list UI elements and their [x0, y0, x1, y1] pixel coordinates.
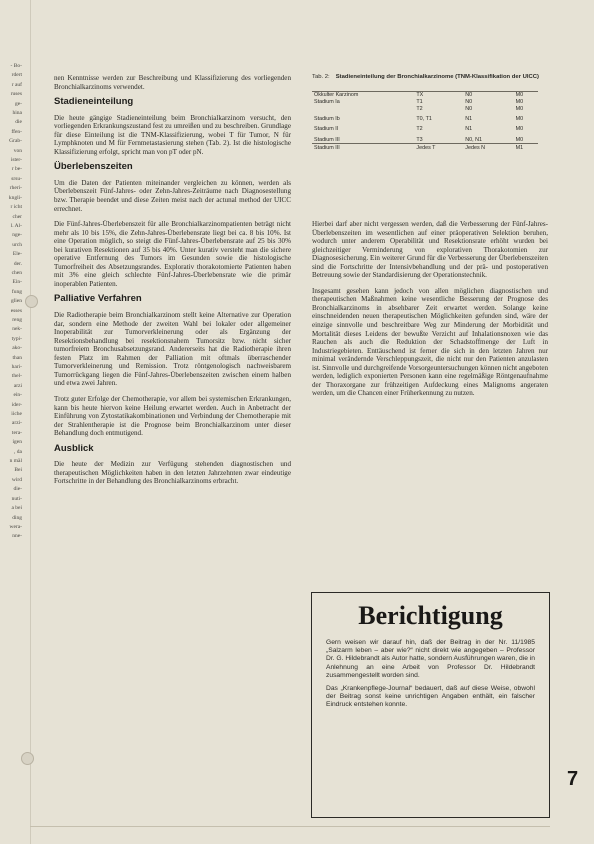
previous-page-fragment: thel- [11, 373, 22, 380]
previous-page-fragment: ako- [12, 345, 22, 352]
previous-page-fragment: nek- [12, 326, 22, 333]
body-paragraph: Die Radiotherapie beim Bronchialkarzinom stellt keine Alternative zur Operation dar, sondern eine Methode der zweiten Wahl bei lokaler oder allgemeiner Inoperabilität zur Tumorverkleinerung oder als Ergänzung der Resektionsbehandlung bei resektionsnahem Tumorsitz bzw. nicht sicher tumorfreiem Bronchusabsetzungsrand. Andererseits hat die Radiotherapie ihren festen Platz im Rahmen der Palliation mit oftmals überraschender Tumorverkleinerung und Remission. Trotz röntgenologisch nachweisbarem Tumorrückgang liegen die Fünf-Jahres-Überlebenszeiten zwischen einem halben und etwa zwei Jahren. [54, 311, 291, 388]
correction-box [311, 592, 550, 818]
section-heading: Stadieneinteilung [54, 96, 134, 108]
stage-cell: Stadium Ib [314, 116, 340, 123]
t-cell: T0, T1 [416, 116, 432, 123]
stage-cell: Stadium III [312, 144, 414, 151]
previous-page-fragment: arzi- [11, 420, 22, 427]
table-row [312, 112, 538, 122]
previous-page-fragment: glien [11, 298, 22, 305]
correction-paragraph: Gern weisen wir darauf hin, daß der Beitrag in der Nr. 11/1985 „Salzarm leben – aber wie?“ nicht direkt wie angegeben – Professor Dr. G. Hildebrandt als Autor hatte, sondern Ausführungen waren, die in Anlehnung an eine Arbeit von Professor Dr. Hildebrandt zusammengestellt worden sind. [326, 639, 535, 679]
previous-page-fragment: chen [11, 269, 22, 276]
previous-page-fragment: r be- [11, 166, 22, 173]
previous-page-fragment: ister- [10, 157, 22, 164]
table-row [312, 92, 538, 99]
previous-page-fragment: urch [12, 241, 22, 248]
t-cell: T3 [416, 136, 423, 143]
t-cell: T2 [416, 105, 423, 112]
table-row [312, 99, 538, 106]
previous-page-fragment: - Bo- [10, 63, 22, 69]
table-row [312, 133, 538, 144]
previous-page-fragment: l. Al- [10, 222, 22, 229]
n-cell: Jedes N [463, 144, 513, 151]
previous-page-fragment: ider- [11, 401, 22, 408]
table-row [312, 144, 538, 151]
previous-page-fragment: ge- [14, 100, 22, 107]
m-cell: M0 [515, 98, 524, 105]
binder-hole-bottom [21, 752, 34, 765]
section-heading: Ausblick [54, 442, 94, 454]
previous-page-fragment: kngli- [8, 194, 22, 201]
left-sections [54, 98, 291, 486]
page-fold-line [30, 0, 31, 844]
m-cell: M0 [515, 126, 524, 133]
previous-page-fragment: ffen- [11, 128, 22, 135]
previous-page-column [0, 62, 22, 802]
m-cell: M0 [515, 116, 524, 123]
stage-cell: Okkulter Karzinom [312, 92, 414, 99]
correction-paragraph: Das „Krankenpflege-Journal“ bedauert, daß auf diese Weise, obwohl der Beitrag sonst keine unrichtigen Angaben enthält, ein falscher Eindruck entstehen konnte. [326, 685, 535, 709]
intro-paragraph: nen Kenntnisse werden zur Beschreibung und Klassifizierung des vorliegenden Bronchialkarzinoms verwendet. [54, 74, 291, 91]
previous-page-fragment: than [12, 354, 22, 361]
m-cell: M0 [514, 92, 538, 99]
staging-table [312, 91, 538, 151]
left-text-column [54, 74, 291, 493]
previous-page-fragment: a bei [11, 505, 22, 512]
previous-page-fragment: srsu- [11, 175, 22, 182]
previous-page-fragment: Ele- [12, 251, 22, 258]
previous-page-fragment: igen [12, 439, 22, 446]
previous-page-fragment: , da [14, 448, 22, 455]
n-cell: N0 [465, 98, 473, 105]
previous-page-fragment: nuti- [11, 495, 22, 502]
previous-page-fragment: r icht [10, 204, 22, 211]
table-row [312, 105, 538, 112]
previous-page-fragment: wera- [9, 523, 22, 530]
previous-page-fragment: die [15, 119, 22, 126]
previous-page-fragment: nne- [12, 533, 22, 540]
previous-page-fragment: die- [13, 486, 22, 493]
previous-page-fragment: hina [12, 110, 22, 117]
m-cell: M0 [515, 105, 524, 112]
previous-page-fragment: Grab- [9, 138, 22, 145]
stage-cell [312, 105, 414, 112]
right-text-column [312, 220, 548, 405]
t-cell: TX [414, 92, 463, 99]
stage-cell: Stadium Ia [314, 98, 340, 105]
m-cell: M0 [515, 136, 524, 143]
section-heading: Palliative Verfahren [54, 293, 142, 305]
stage-cell: Stadium II [314, 126, 339, 133]
staging-table-block [312, 74, 548, 151]
binder-hole-top [25, 295, 38, 308]
t-cell: T2 [416, 126, 423, 133]
table-row [312, 122, 538, 132]
page-number: 7 [567, 768, 579, 790]
previous-page-fragment: von [13, 147, 22, 154]
previous-page-fragment: Ein- [12, 279, 22, 286]
previous-page-fragment: typi- [11, 335, 22, 342]
previous-page-fragment: wird [11, 476, 22, 483]
previous-page-fragment: nge- [12, 232, 22, 239]
previous-page-fragment: ding [12, 514, 22, 521]
previous-page-fragment: ruses [10, 91, 22, 98]
bottom-rule [30, 826, 550, 827]
previous-page-fragment: rdert [11, 72, 22, 79]
body-paragraph: Die heute der Medizin zur Verfügung stehenden diagnostischen und therapeutischen Möglichkeiten haben in den letzten Jahrzehnten zwar eindeutige Fortschritte in der Behandlung des Bronchialkarzinoms erbracht. [54, 460, 291, 486]
previous-page-fragment: reng [12, 316, 22, 323]
previous-page-fragment: iiche [11, 411, 22, 418]
body-paragraph: Die heute gängige Stadieneinteilung beim Bronchialkarzinom versucht, den vorliegenden Erkrankungszustand fest zu umreißen und zu beschreiben. Grundlage für diese Einteilung ist die TNM-Klassifizierung, wobei T für Tumor, N für Lymphknoten und M für Fernmetastasierung stehen (Tab. 2). Ist die histologische Klassifizierung erfolgt, spricht man von pT oder pN. [54, 113, 291, 156]
previous-page-fragment: ein- [13, 392, 22, 399]
previous-page-fragment: der. [13, 260, 22, 267]
t-cell: Jedes T [414, 144, 463, 151]
previous-page-fragment: esses [10, 307, 22, 314]
m-cell: M1 [514, 144, 538, 151]
table-title: Stadieneinteilung der Bronchialkarzinome (TNM-Klassifikation der UICC) [335, 74, 539, 80]
body-paragraph: Trotz guter Erfolge der Chemotherapie, vor allem bei systemischen Erkrankungen, kann bis heute hiervon keine Heilung erwartet werden. Auch in Anbetracht der Einführung von Zytostatikakombinationen und Verbindung der Chemotherapie mit der Strahlentherapie ist die Prognose beim Bronchialkarzinom unter dieser Behandlung doch entmutigend. [54, 394, 291, 438]
previous-page-fragment: tera- [11, 429, 22, 436]
n-cell: N1 [465, 126, 473, 133]
correction-title: Berichtigung [358, 601, 503, 630]
body-paragraph: Die Fünf-Jahres-Überlebenszeit für alle Bronchialkarzinompatienten beträgt nicht mehr als 10 bis 15%, die Zehn-Jahres-Überlebensrate liegt bei ca. 8 bis 10%. Ist eine Operation möglich, so steigt die Fünf-Jahres-Überlebensrate auf 25 bis 30% bei kurativen Resektionen auf 35 bis 40%. Unter kurativ versteht man die sichere operative Entfernung des Tumors im Gesunden sowie die histologische Tumorfreiheit des Absetzungsrandes. Explorativ thorakotomierte Patienten haben mit 3% eine gleich schlechte Fünf-Jahres-Überlebensrate wie die primär inoperablen Patienten. [54, 220, 291, 288]
previous-page-fragment: cher [12, 213, 22, 220]
n-cell: N1 [465, 116, 473, 123]
n-cell: N0, N1 [465, 136, 483, 143]
previous-page-fragment: r auf [11, 81, 22, 88]
previous-page-fragment: rheri- [9, 185, 22, 192]
t-cell: T1 [416, 98, 423, 105]
n-cell: N0 [463, 92, 513, 99]
previous-page-fragment: fung [11, 288, 22, 295]
previous-page-fragment: Bei [14, 467, 22, 474]
table-number: Tab. 2: [312, 74, 330, 80]
previous-page-fragment: hari- [11, 364, 22, 370]
table-caption [312, 74, 548, 81]
correction-text [326, 639, 535, 710]
previous-page-fragment: n mäl [9, 458, 22, 465]
n-cell: N0 [465, 105, 473, 112]
body-paragraph: Hierbei darf aber nicht vergessen werden, daß die Verbesserung der Fünf-Jahres-Überlebenszeiten im wesentlichen auf einer präoperativen Selektion beruhen, wodurch unter anderem Operabilität und Resektionsrate erhöht wurden bei gleichzeitiger Verminderung von explorativen Thorakotomien zur Diagnosesicherung. Ein weiterer Grund für die Verbesserung der Überlebenszeiten sind die Fortschritte der Intensivbehandlung und der prä- und postoperativen Betreuung sowie der Standardisierung der Operationstechnik. [312, 220, 548, 280]
section-heading: Überlebenszeiten [54, 161, 133, 173]
previous-page-fragment: arzi [13, 382, 22, 389]
stage-cell: Stadium III [314, 136, 340, 143]
body-paragraph: Um die Daten der Patienten miteinander vergleichen zu können, werden als Überlebenszeit Fünf-Jahres- oder Zehn-Jahres-Zeiträume nach Diagnosestellung bzw. Therapie beendet und diese Zeiten meist nach der actunal method der UICC errechnet. [54, 178, 291, 213]
body-paragraph: Insgesamt gesehen kann jedoch von allen möglichen diagnostischen und therapeutischen Maßnahmen keine wesentliche Besserung der Prognose des Bronchialkarzinoms in absehbarer Zeit erwartet werden. Solange keine einschneidenden neuen therapeutischen Möglichkeiten gefunden sind, wäre der einzige sinnvolle und beschreitbare Weg zur Minderung der Morbidität und Mortalität dieses Leidens der bewußte Verzicht auf Inhalationsnoxen wie das Rauchen als auch die Reduktion der Schadstoffmenge der Luft in Industriegebieten. Enttäuschend ist ferner die sich in den letzten Jahren nur minimal verändernde Verschleppungszeit, die nicht nur den Patienten anzulasten ist. Sinnvolle und durchgreifende Vorsorgeuntersuchungen können nicht angeboten werden, lediglich exponierten Personen kann eine regelmäßige Röntgenaufnahme der Thoraxorgane zur frühzeitigen Aufdeckung eines Malignoms angeraten werden, um die Chancen einer Früherkennung zu nutzen. [312, 286, 549, 398]
